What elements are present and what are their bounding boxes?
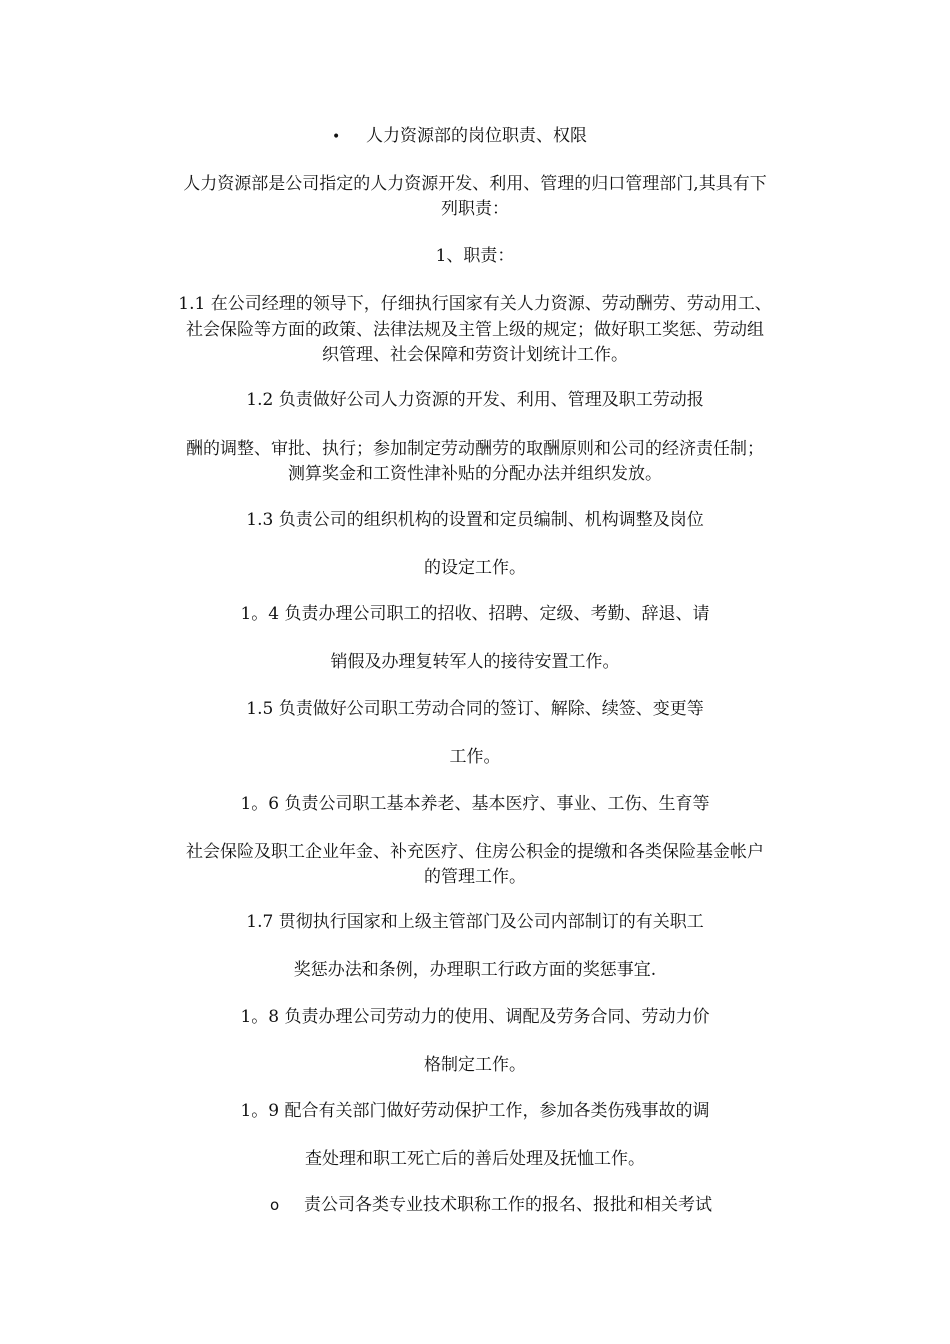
- paragraph-1-9-line-1: 1。9 配合有关部门做好劳动保护工作，参加各类伤残事故的调: [240, 1101, 710, 1121]
- paragraph-1-1-line-1: 1.1 在公司经理的领导下，仔细执行国家有关人力资源、劳动酬劳、劳动用工、: [178, 294, 772, 314]
- paragraph-1-5-line-1: 1.5 负责做好公司职工劳动合同的签订、解除、续签、变更等: [246, 699, 704, 719]
- paragraph-1-6-line-1: 1。6 负责公司职工基本养老、基本医疗、事业、工伤、生育等: [240, 794, 710, 814]
- paragraph-1-8-line-2: 格制定工作。: [424, 1055, 526, 1075]
- paragraph-1-7-line-2: 奖惩办法和条例，办理职工行政方面的奖惩事宜.: [293, 960, 657, 980]
- intro-line-2: 列职责：: [441, 199, 509, 219]
- paragraph-1-3-line-2: 的设定工作。: [424, 558, 526, 578]
- paragraph-1-1-line-3: 织管理、社会保障和劳资计划统计工作。: [322, 345, 628, 365]
- heading-text: 人力资源部的岗位职责、权限: [366, 126, 587, 146]
- paragraph-1-6-line-2: 社会保险及职工企业年金、补充医疗、住房公积金的提缴和各类保险基金帐户: [186, 842, 764, 862]
- paragraph-1-7-line-1: 1.7 贯彻执行国家和上级主管部门及公司内部制订的有关职工: [246, 912, 704, 932]
- paragraph-1-2-line-1: 1.2 负责做好公司人力资源的开发、利用、管理及职工劳动报: [246, 390, 704, 410]
- paragraph-1-6-line-3: 的管理工作。: [424, 867, 526, 887]
- section-title: 1、职责：: [435, 246, 515, 266]
- last-bullet-text: 责公司各类专业技术职称工作的报名、报批和相关考试: [304, 1195, 712, 1215]
- circle-bullet-icon: o: [270, 1196, 280, 1214]
- intro-line-1: 人力资源部是公司指定的人力资源开发、利用、管理的归口管理部门,其具有下: [183, 174, 767, 194]
- paragraph-1-2-line-3: 测算奖金和工资性津补贴的分配办法并组织发放。: [288, 464, 662, 484]
- paragraph-1-4-line-2: 销假及办理复转军人的接待安置工作。: [330, 652, 620, 672]
- paragraph-1-9-line-2: 查处理和职工死亡后的善后处理及抚恤工作。: [305, 1149, 645, 1169]
- last-bullet-line: [270, 1193, 712, 1217]
- paragraph-1-1-line-2: 社会保险等方面的政策、法律法规及主管上级的规定；做好职工奖惩、劳动组: [186, 320, 764, 340]
- paragraph-1-8-line-1: 1。8 负责办理公司劳动力的使用、调配及劳务合同、劳动力价: [240, 1007, 710, 1027]
- bullet-icon: •: [332, 129, 341, 145]
- paragraph-1-3-line-1: 1.3 负责公司的组织机构的设置和定员编制、机构调整及岗位: [246, 510, 704, 530]
- paragraph-1-2-line-2: 酬的调整、审批、执行；参加制定劳动酬劳的取酬原则和公司的经济责任制；: [186, 439, 764, 459]
- paragraph-1-5-line-2: 工作。: [449, 747, 501, 767]
- paragraph-1-4-line-1: 1。4 负责办理公司职工的招收、招聘、定级、考勤、辞退、请: [240, 604, 710, 624]
- heading-line: [332, 124, 587, 149]
